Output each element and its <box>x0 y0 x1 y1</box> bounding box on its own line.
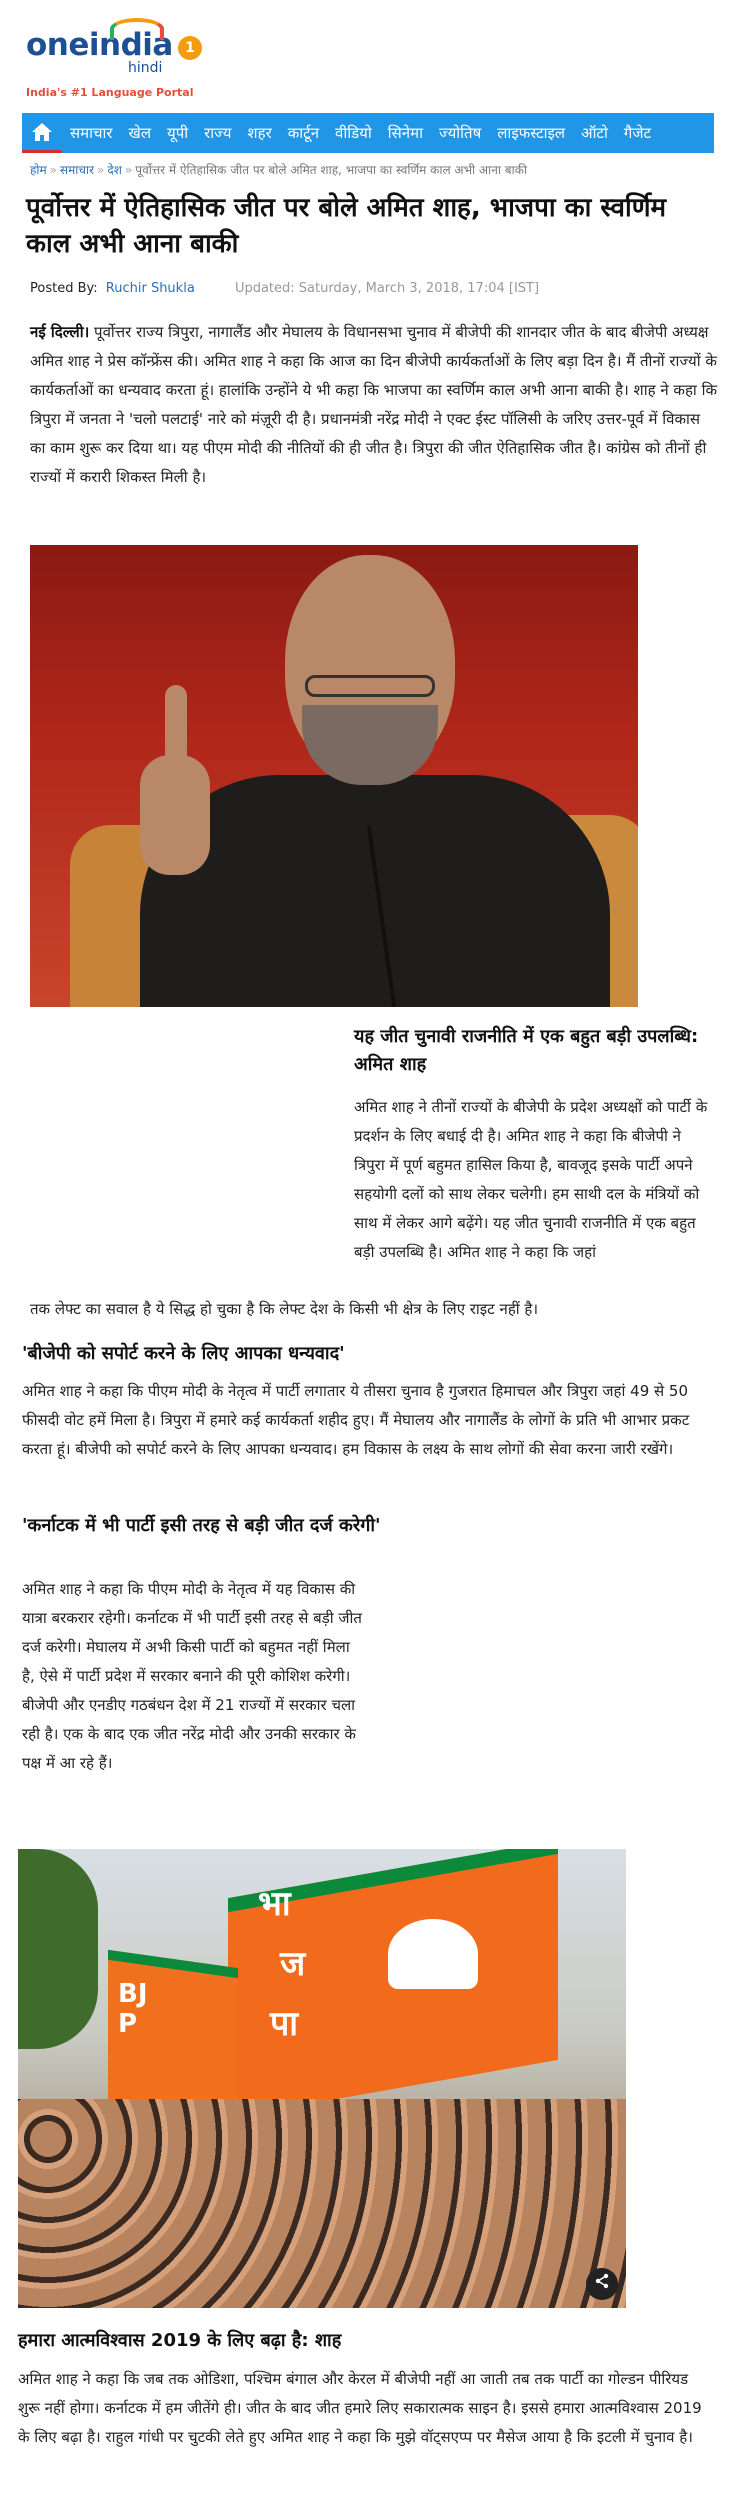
nav-item-samachar[interactable]: समाचार <box>70 124 113 142</box>
nav-item-auto[interactable]: ऑटो <box>581 124 608 142</box>
nav-item-shahar[interactable]: शहर <box>247 124 272 142</box>
nav-home[interactable] <box>22 113 62 153</box>
intro-paragraph <box>30 318 720 492</box>
site-header <box>0 0 736 112</box>
logo-arc-icon <box>110 18 164 40</box>
section4-body: अमित शाह ने कहा कि जब तक ओडिशा, पश्चिम बंगाल और केरल में बीजेपी नहीं आ जाती तब तक पार्टी का गोल्डन पीरियड शुरू नहीं होगा। कर्नाटक में हम जीतेंगे ही। जीत के बाद जीत हमारे लिए सकारात्मक साइन है। इससे हमारा आत्मविश्वास 2019 के लिए बढ़ा है। राहुल गांधी पर चुटकी लेते हुए अमित शाह ने कहा कि मुझे वॉट्सएप्प पर मैसेज आया है कि इटली में चुनाव है। <box>18 2370 702 2446</box>
article-title: पूर्वोत्तर में ऐतिहासिक जीत पर बोले अमित शाह, भाजपा का स्वर्णिम काल अभी आना बाकी <box>26 193 667 259</box>
nav-item-cartoon[interactable]: कार्टून <box>287 124 320 142</box>
logo-wordmark: oneindia <box>26 27 173 63</box>
nav-item-rajya[interactable]: राज्य <box>204 124 232 142</box>
main-nav <box>22 113 714 153</box>
intro-text: पूर्वोत्तर राज्य त्रिपुरा, नागालैंड और मेघालय के विधानसभा चुनाव में बीजेपी की शानदार जीत के बाद बीजेपी अध्यक्ष अमित शाह ने प्रेस कॉन्फ्रेंस की। अमित शाह ने कहा कि आज का दिन बीजेपी कार्यकर्ताओं के लिए बड़ा दिन है। मैं तीनों राज्यों के कार्यकर्ताओं का धन्यवाद करता हूं। हालांकि उन्होंने ये भी कहा कि भाजपा का स्वर्णिम काल अभी आना बाकी है। शाह ने कहा कि त्रिपुरा में जनता ने 'चलो पलटाई' नारे को मंज़ूरी दी है। प्रधानमंत्री नरेंद्र मोदी ने एक्ट ईस्ट पॉलिसी के जरिए उत्तर-पूर्व में विकास का काम शुरू कर दिया था। यह पीएम मोदी की नीतियों की ही जीत है। त्रिपुरा की जीत ऐतिहासिक जीत है। कांग्रेस को तीनों ही राज्यों में करारी शिकस्त मिली है। <box>30 323 717 486</box>
section1-tail: तक लेफ्ट का सवाल है ये सिद्ध हो चुका है कि लेफ्ट देश के किसी भी क्षेत्र के लिए राइट नहीं है। <box>30 1300 539 1318</box>
nav-item-jyotish[interactable]: ज्योतिष <box>438 124 482 142</box>
share-button[interactable] <box>586 2268 618 2300</box>
flag2-letters: BJP <box>118 1979 148 2039</box>
flag-letter-bha: भा <box>258 1884 291 1924</box>
breadcrumb-home[interactable]: होम <box>30 163 47 177</box>
flag-letter-ja: ज <box>280 1944 306 1984</box>
section1-body: अमित शाह ने तीनों राज्यों के बीजेपी के प्रदेश अध्यक्षों को पार्टी के प्रदर्शन के लिए बधाई दी है। अमित शाह ने कहा कि बीजेपी ने त्रिपुरा में पूर्ण बहुमत हासिल किया है, बावजूद इसके पार्टी अपने सहयोगी दलों को साथ लेकर चलेगी। हम साथी दल के मंत्रियों को साथ में लेकर आगे बढ़ेंगे। यह जीत चुनावी राजनीति में एक बहुत बड़ी उपलब्धि है। अमित शाह ने कहा कि जहां <box>354 1098 708 1261</box>
lotus-icon <box>388 1919 478 1989</box>
nav-item-gadget[interactable]: गैजेट <box>623 124 652 142</box>
logo-tagline: India's #1 Language Portal <box>26 86 194 99</box>
logo-hindi: hindi <box>128 60 163 76</box>
nav-item-video[interactable]: वीडियो <box>335 124 372 142</box>
posted-by-label: Posted By: <box>30 281 98 296</box>
nav-item-up[interactable]: यूपी <box>167 124 189 142</box>
share-icon <box>594 2273 610 2289</box>
nav-item-cinema[interactable]: सिनेमा <box>387 124 423 142</box>
byline <box>30 281 539 296</box>
section2-body: अमित शाह ने कहा कि पीएम मोदी के नेतृत्व में पार्टी लगातार ये तीसरा चुनाव है गुजरात हिमाचल और त्रिपुरा जहां 49 से 50 फीसदी वोट हमें मिला है। त्रिपुरा में हमारे कई कार्यकर्ता शहीद हुए। मैं मेघालय और नागालैंड के लोगों के प्रति भी आभार प्रकट करता हूं। बीजेपी को सपोर्ट करने के लिए आपका धन्यवाद। हम विकास के लक्ष्य के साथ लोगों की सेवा करना जारी रखेंगे। <box>22 1382 690 1458</box>
breadcrumb-news[interactable]: समाचार <box>60 163 95 177</box>
breadcrumb-current: पूर्वोत्तर में ऐतिहासिक जीत पर बोले अमित शाह, भाजपा का स्वर्णिम काल अभी आना बाकी <box>135 163 528 177</box>
section3-heading: 'कर्नाटक में भी पार्टी इसी तरह से बड़ी जीत दर्ज करेगी' <box>22 1515 381 1536</box>
section1-heading: यह जीत चुनावी राजनीति में एक बहुत बड़ी उपलब्धि: अमित शाह <box>354 1026 699 1075</box>
breadcrumb-country[interactable]: देश <box>107 163 122 177</box>
site-logo[interactable] <box>26 27 195 99</box>
nav-item-lifestyle[interactable]: लाइफस्टाइल <box>497 124 566 142</box>
logo-badge: 1 <box>178 36 202 60</box>
home-icon <box>31 122 53 142</box>
updated-timestamp: Updated: Saturday, March 3, 2018, 17:04 [IST] <box>234 281 540 296</box>
breadcrumb: होम » समाचार » देश » पूर्वोत्तर में ऐतिहासिक जीत पर बोले अमित शाह, भाजपा का स्वर्णिम काल अभी आना बाकी <box>30 163 528 177</box>
section4-heading: हमारा आत्मविश्वास 2019 के लिए बढ़ा है: शाह <box>18 2330 342 2351</box>
section3-body: अमित शाह ने कहा कि पीएम मोदी के नेतृत्व में यह विकास की यात्रा बरकरार रहेगी। कर्नाटक में भी पार्टी इसी तरह से बड़ी जीत दर्ज करेगी। मेघालय में अभी किसी पार्टी को बहुमत नहीं मिला है, ऐसे में पार्टी प्रदेश में सरकार बनाने की पूरी कोशिश करेगी। बीजेपी और एनडीए गठबंधन देश में 21 राज्यों में सरकार चला रही है। एक के बाद एक जीत नरेंद्र मोदी और उनकी सरकार के पक्ष में आ रहे हैं। <box>22 1580 362 1772</box>
flag-letter-pa: पा <box>270 2004 299 2044</box>
article-photo-amit-shah <box>30 545 638 1007</box>
nav-item-khel[interactable]: खेल <box>128 124 151 142</box>
article-photo-bjp-rally <box>18 1849 626 2308</box>
section2-heading: 'बीजेपी को सपोर्ट करने के लिए आपका धन्यवाद' <box>22 1343 345 1364</box>
author-link[interactable]: Ruchir Shukla <box>105 281 195 296</box>
dateline: नई दिल्ली। <box>30 323 90 341</box>
